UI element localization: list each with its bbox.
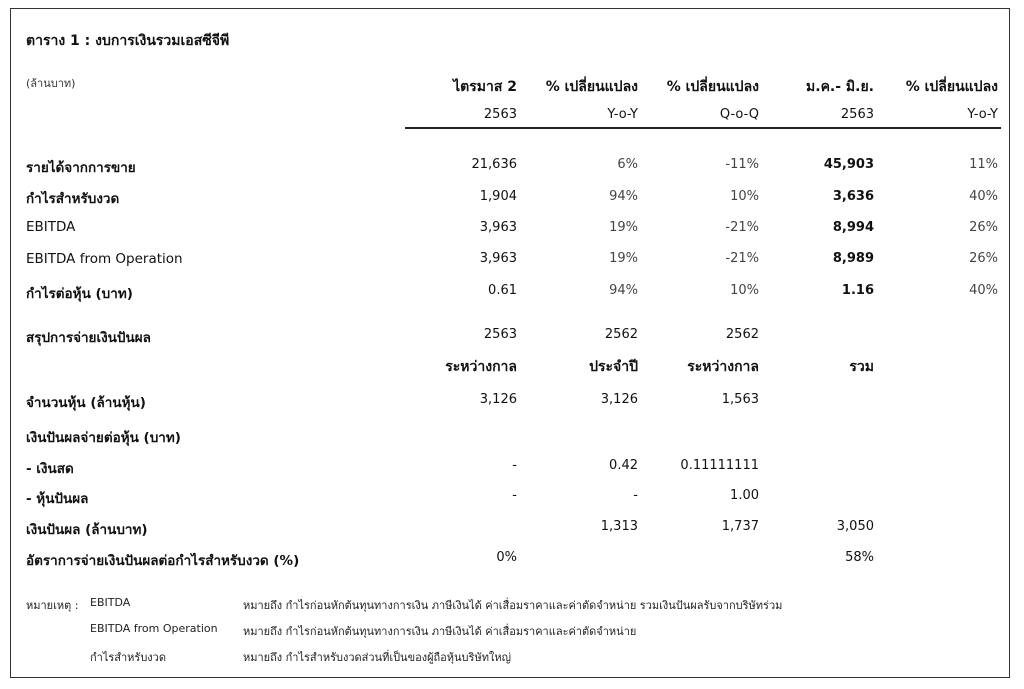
dividend-year: 2562 <box>725 327 759 342</box>
table-cell: 45,903 <box>823 157 874 172</box>
subheader-ytd-year: 2563 <box>840 107 874 122</box>
row-label: EBITDA <box>26 219 76 235</box>
notes-prefix: หมายเหตุ : <box>26 599 79 612</box>
table-cell: 3,050 <box>836 519 874 534</box>
table-cell: 8,994 <box>832 220 874 235</box>
note-description: หมายถึง กำไรก่อนหักต้นทุนทางการเงิน ภาษีเงินได้ ค่าเสื่อมราคาและค่าตัดจำหน่าย รวมเงินปันผลรับจากบริษัทร่วม <box>243 599 783 612</box>
dividend-type: ประจำปี <box>589 359 638 375</box>
table-cell: 11% <box>969 157 998 172</box>
dividend-type-total: รวม <box>849 359 874 375</box>
note-term: EBITDA <box>90 596 131 609</box>
table-cell: 21,636 <box>471 157 517 172</box>
dividend-year: 2563 <box>483 327 517 342</box>
dividend-section-label: สรุปการจ่ายเงินปันผล <box>26 330 151 346</box>
dividend-type: ระหว่างกาล <box>445 359 517 375</box>
note-term: กำไรสำหรับงวด <box>90 651 167 664</box>
note-term: EBITDA from Operation <box>90 622 218 635</box>
subheader-q2-year: 2563 <box>483 107 517 122</box>
table-cell: 0% <box>496 550 517 565</box>
table-cell: 10% <box>730 189 759 204</box>
row-label: อัตราการจ่ายเงินปันผลต่อกำไรสำหรับงวด (%) <box>26 553 300 569</box>
table-cell: 0.61 <box>488 283 517 298</box>
unit-label: (ล้านบาท) <box>26 77 76 90</box>
table-cell: 40% <box>969 189 998 204</box>
table-cell: 3,963 <box>479 251 517 266</box>
table-cell: 40% <box>969 283 998 298</box>
table-cell: 0.11111111 <box>680 458 759 473</box>
dividend-year: 2562 <box>604 327 638 342</box>
table-cell: 10% <box>730 283 759 298</box>
header-change-yoy-ytd: % เปลี่ยนแปลง <box>905 79 998 95</box>
header-change-qoq: % เปลี่ยนแปลง <box>666 79 759 95</box>
page-title: ตาราง 1 : งบการเงินรวมเอสซีจีพี <box>26 33 230 49</box>
table-cell: 3,963 <box>479 220 517 235</box>
table-cell: 94% <box>609 283 638 298</box>
subheader-yoy-ytd: Y-o-Y <box>967 107 998 122</box>
table-cell: 26% <box>969 251 998 266</box>
table-cell: 1,904 <box>479 189 517 204</box>
table-cell: 19% <box>609 220 638 235</box>
table-cell: -21% <box>725 220 759 235</box>
table-cell: 1,313 <box>600 519 638 534</box>
table-cell: 0.42 <box>609 458 638 473</box>
table-cell: -11% <box>725 157 759 172</box>
table-cell: 19% <box>609 251 638 266</box>
header-change-yoy: % เปลี่ยนแปลง <box>545 79 638 95</box>
row-label: จำนวนหุ้น (ล้านหุ้น) <box>26 395 146 411</box>
table-cell: 58% <box>845 550 874 565</box>
table-cell: 3,126 <box>600 392 638 407</box>
table-cell: 1,737 <box>721 519 759 534</box>
row-label: - หุ้นปันผล <box>26 491 89 507</box>
table-cell: -21% <box>725 251 759 266</box>
subheader-qoq: Q-o-Q <box>719 107 759 122</box>
table-cell: 1.16 <box>841 283 874 298</box>
dividend-type: ระหว่างกาล <box>687 359 759 375</box>
table-cell: 8,989 <box>832 251 874 266</box>
header-jan-jun: ม.ค.- มิ.ย. <box>806 79 874 95</box>
note-description: หมายถึง กำไรก่อนหักต้นทุนทางการเงิน ภาษีเงินได้ ค่าเสื่อมราคาและค่าตัดจำหน่าย <box>243 625 637 638</box>
row-label: EBITDA from Operation <box>26 251 183 267</box>
subheader-yoy: Y-o-Y <box>607 107 638 122</box>
table-cell: - <box>512 458 517 473</box>
table-cell: 6% <box>617 157 638 172</box>
header-rule <box>405 127 1001 129</box>
table-cell: 3,126 <box>479 392 517 407</box>
header-q2: ไตรมาส 2 <box>453 79 517 95</box>
table-cell: 26% <box>969 220 998 235</box>
table-cell: 1,563 <box>721 392 759 407</box>
row-label: เงินปันผล (ล้านบาท) <box>26 522 148 538</box>
row-label: รายได้จากการขาย <box>26 160 136 176</box>
table-cell: 94% <box>609 189 638 204</box>
table-cell: - <box>633 488 638 503</box>
row-label: เงินปันผลจ่ายต่อหุ้น (บาท) <box>26 430 181 446</box>
table-cell: 3,636 <box>832 189 874 204</box>
table-cell: 1.00 <box>730 488 759 503</box>
table-cell: - <box>512 488 517 503</box>
note-description: หมายถึง กำไรสำหรับงวดส่วนที่เป็นของผู้ถือหุ้นบริษัทใหญ่ <box>243 651 511 664</box>
row-label: กำไรสำหรับงวด <box>26 191 120 207</box>
row-label: กำไรต่อหุ้น (บาท) <box>26 286 133 302</box>
row-label: - เงินสด <box>26 461 74 477</box>
